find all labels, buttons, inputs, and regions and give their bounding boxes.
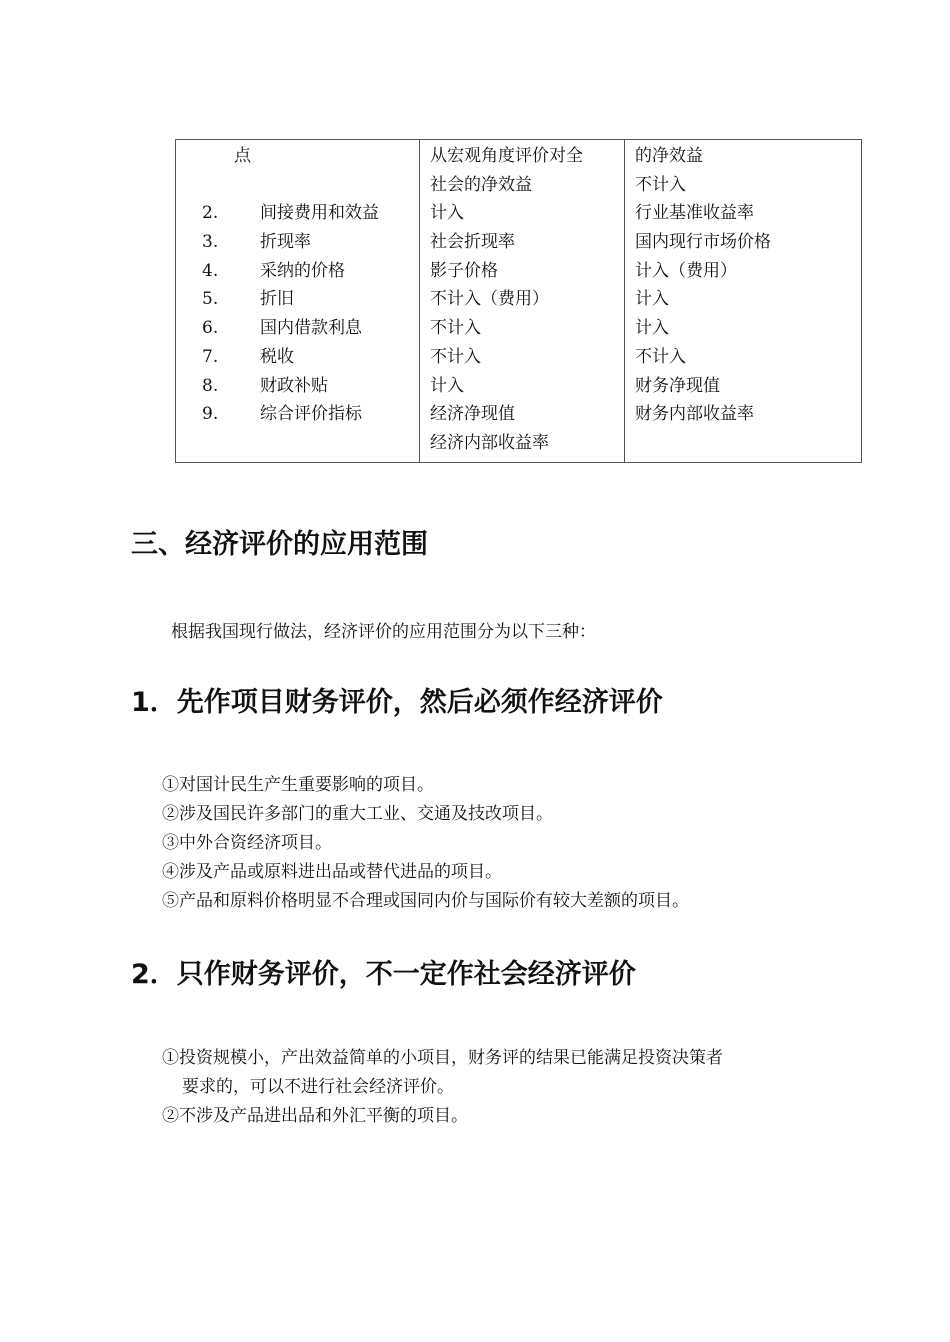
section-heading: 三、经济评价的应用范围 [131, 529, 428, 560]
list-item: ④涉及产品或原料进出品或替代进品的项目。 [162, 862, 502, 882]
table-line: 不计入 [635, 346, 686, 367]
subsection-1-list [162, 771, 689, 916]
table-line: 经济内部收益率 [430, 432, 549, 453]
item-number: 6. [202, 318, 219, 339]
item-number: 8. [202, 375, 219, 396]
subsection-heading-1: 1．先作项目财务评价，然后必须作经济评价 [131, 687, 663, 718]
item-number: 4. [202, 260, 219, 281]
table-cell-items [176, 140, 420, 463]
table-line: 不计入 [635, 174, 686, 195]
list-item: ②涉及国民许多部门的重大工业、交通及技改项目。 [162, 804, 553, 824]
section-intro: 根据我国现行做法，经济评价的应用范围分为以下三种： [171, 622, 596, 642]
table-cell-economic [420, 140, 625, 463]
item-label: 综合评价指标 [260, 404, 362, 425]
table-line [186, 228, 411, 257]
table-line: 计入 [635, 289, 669, 310]
item-number: 3. [202, 232, 219, 253]
table-line: 从宏观角度评价对全 [430, 146, 583, 166]
item-label: 国内借款利息 [260, 318, 362, 339]
table-row [176, 140, 862, 463]
table-line: 影子价格 [430, 260, 498, 281]
table-line: 行业基准收益率 [635, 203, 754, 224]
table-line [186, 343, 411, 372]
table-line [186, 171, 411, 200]
list-item: ⑤产品和原料价格明显不合理或国同内价与国际价有较大差额的项目。 [162, 891, 689, 911]
item-number: 2. [202, 203, 219, 224]
table-line: 计入（费用） [635, 260, 737, 281]
list-item: ①对国计民生产生重要影响的项目。 [162, 775, 434, 795]
list-item: ①投资规模小，产出效益简单的小项目，财务评的结果已能满足投资决策者 [162, 1048, 723, 1068]
comparison-table [175, 139, 862, 463]
table-line [186, 314, 411, 343]
table-cell-financial [625, 140, 862, 463]
list-item: ②不涉及产品进出品和外汇平衡的项目。 [162, 1106, 468, 1126]
table-line: 的净效益 [635, 146, 703, 166]
item-number: 9. [202, 404, 219, 425]
item-label: 折旧 [260, 289, 294, 310]
table-line: 国内现行市场价格 [635, 232, 771, 253]
table-line: 社会的净效益 [430, 174, 532, 195]
item-label: 折现率 [260, 232, 311, 253]
table-line: 财务净现值 [635, 375, 720, 396]
table-line [186, 400, 411, 429]
table-line [186, 199, 411, 228]
table-line: 计入 [430, 375, 464, 396]
item-label: 税收 [260, 346, 294, 367]
table-line [186, 257, 411, 286]
table-line: 不计入（费用） [430, 289, 549, 310]
table-line [186, 372, 411, 401]
subsection-2-list [162, 1044, 723, 1131]
item-number: 7. [202, 346, 219, 367]
list-item-continuation: 要求的，可以不进行社会经济评价。 [182, 1077, 454, 1097]
item-label: 间接费用和效益 [260, 203, 379, 224]
subsection-heading-2: 2．只作财务评价，不一定作社会经济评价 [131, 959, 636, 990]
table-line: 不计入 [430, 318, 481, 339]
table-line: 经济净现值 [430, 404, 515, 425]
item-label: 财政补贴 [260, 375, 328, 396]
table-line: 计入 [635, 318, 669, 339]
table-line: 点 [234, 146, 251, 166]
table-line [186, 285, 411, 314]
list-item: ③中外合资经济项目。 [162, 833, 332, 853]
table-line: 财务内部收益率 [635, 404, 754, 425]
table-line: 不计入 [430, 346, 481, 367]
item-number: 5. [202, 289, 219, 310]
table-line: 社会折现率 [430, 232, 515, 253]
item-label: 采纳的价格 [260, 260, 345, 281]
table-line: 计入 [430, 203, 464, 224]
